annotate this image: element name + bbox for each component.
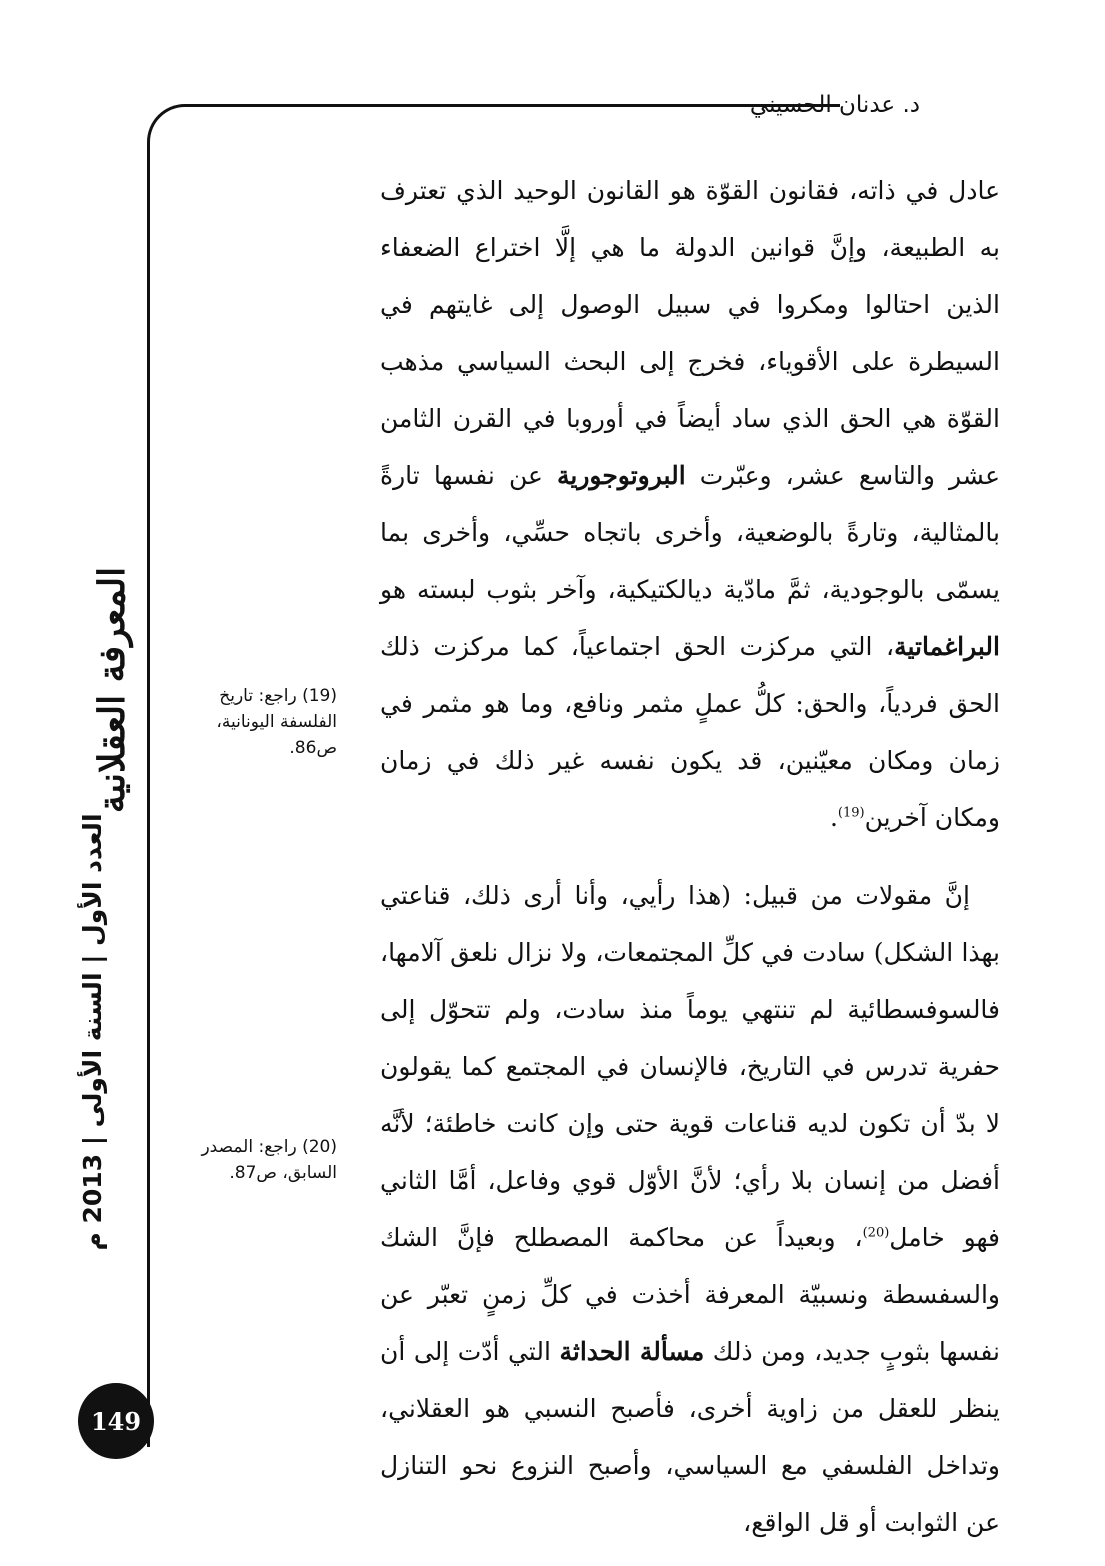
main-text bbox=[380, 162, 1000, 1551]
text-run: ، وبعيداً عن محاكمة المصطلح فإنَّ الشك والسفسطة ونسبيّة المعرفة أخذت في كلِّ زمنٍ تعبّر عن نفسها بثوبٍ جديد، ومن ذلك bbox=[380, 1223, 1000, 1366]
author-name: د. عدنان الحسيني bbox=[749, 92, 920, 118]
bold-term: البراغماتية bbox=[894, 632, 1000, 661]
issue-info bbox=[72, 813, 112, 1251]
text-run: . bbox=[829, 803, 838, 832]
page-number-badge: 149 bbox=[78, 1383, 154, 1459]
journal-name: المعرفة العقلانية bbox=[91, 566, 133, 814]
text-run: عن نفسها تارةً بالمثالية، وتارةً بالوضعية، وأخرى باتجاه حسِّي، وأخرى بما يسمّى بالوجودية، ثمَّ مادّية ديالكتيكية، وآخر بثوب لبسته هو bbox=[380, 461, 1000, 604]
footnote-20: (20) راجع: المصدر السابق، ص87. bbox=[201, 1137, 337, 1183]
footnote-ref-20[interactable]: (20) bbox=[862, 1225, 890, 1241]
text-run: إنَّ مقولات من قبيل: (هذا رأيي، وأنا أرى ذلك، قناعتي بهذا الشكل) سادت في كلِّ المجتمعات، ولا نزال نلعق آلامها، فالسوفسطائية لم تنتهي يوماً منذ سادت، ولم تتحوّل إلى حفرية تدرس في التاريخ، فالإنسان في المجتمع كما يقولون لا بدّ أن تكون لديه قناعات قوية حتى وإن كانت خاطئة؛ لأنَّه أفضل من إنسان بلا رأي؛ لأنَّ الأوّل قوي وفاعل، أمَّا الثاني فهو خامل bbox=[380, 881, 1000, 1252]
journal-logo bbox=[72, 566, 152, 814]
paragraph-1 bbox=[380, 162, 1000, 846]
bold-term: مسألة الحداثة bbox=[559, 1337, 705, 1366]
footnote-19: (19) راجع: تاريخ الفلسفة اليونانية، ص86. bbox=[216, 686, 337, 758]
text-run: التي أدّت إلى أن ينظر للعقل من زاوية أخرى، فأصبح النسبي هو العقلاني، وتداخل الفلسفي مع السياسي، وأصبح النزوع نحو التنازل عن الثوابت أو قل الواقع، bbox=[380, 1337, 1000, 1537]
issue-info-text: العدد الأول | السنة الأولى | 2013 م bbox=[77, 813, 107, 1251]
footnote-ref-19[interactable]: (19) bbox=[837, 805, 865, 821]
text-run: ، التي مركزت الحق اجتماعياً، كما مركزت ذلك الحق فردياً، والحق: كلُّ عملٍ مثمر ونافع، وما هو مثمر في زمان ومكان معيّنين، قد يكون نفسه غير ذلك في زمان ومكان آخرين bbox=[380, 632, 1000, 832]
bold-term: البروتوجورية bbox=[557, 461, 686, 490]
text-run: عادل في ذاته، فقانون القوّة هو القانون الوحيد الذي تعترف به الطبيعة، وإنَّ قوانين الدولة ما هي إلَّا اختراع الضعفاء الذين احتالوا ومكروا في سبيل الوصول إلى غايتهم في السيطرة على الأقوياء، فخرج إلى البحث السياسي مذهب القوّة هي الحق الذي ساد أيضاً في أوروبا في القرن الثامن عشر والتاسع عشر، وعبّرت bbox=[380, 176, 1000, 490]
paragraph-2 bbox=[380, 867, 1000, 1551]
